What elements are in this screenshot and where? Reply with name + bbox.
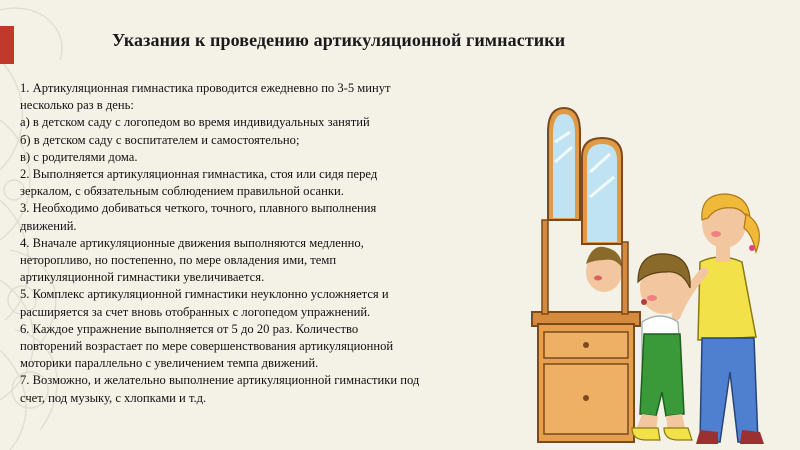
mirror-icon xyxy=(548,108,622,292)
text-line: в) с родителями дома. xyxy=(20,149,138,164)
accent-bar xyxy=(0,26,14,64)
text-line: зеркалом, с обязательным соблюдением правильной осанки. xyxy=(20,184,344,199)
text-line: 4. Вначале артикуляционные движения выполняются медленно, xyxy=(20,235,364,250)
text-line: неторопливо, но постепенно, по мере овладения ими, темп xyxy=(20,253,337,268)
text-line: несколько раз в день: xyxy=(20,98,134,113)
dresser-icon xyxy=(532,220,640,442)
text-line: 3. Необходимо добиваться четкого, точного, плавного выполнения xyxy=(20,201,377,216)
slide-title: Указания к проведению артикуляционной гимнастики xyxy=(112,30,566,50)
text-line: 5. Комплекс артикуляционной гимнастики неуклонно усложняется и xyxy=(20,287,389,302)
woman-icon xyxy=(676,194,764,444)
text-line: 7. Возможно, и желательно выполнение артикуляционной гимнастики под xyxy=(20,373,420,388)
text-line: расширяется за счет вновь отобранных с логопедом упражнений. xyxy=(20,304,371,319)
text-line: 2. Выполняется артикуляционная гимнастика, стоя или сидя перед xyxy=(20,167,378,182)
text-line: движений. xyxy=(20,218,77,233)
text-line: счет, под музыку, с хлопками и т.д. xyxy=(20,390,207,405)
text-line: 6. Каждое упражнение выполняется от 5 до 20 раз. Количество xyxy=(20,321,359,336)
text-line: а) в детском саду с логопедом во время индивидуальных занятий xyxy=(20,115,370,130)
text-line: б) в детском саду с воспитателем и самостоятельно; xyxy=(20,132,300,147)
child-and-woman-at-mirror-illustration xyxy=(520,102,790,447)
text-line: моторики параллельно с увеличением темпа движений. xyxy=(20,356,319,371)
text-line: 1. Артикуляционная гимнастика проводится ежедневно по 3-5 минут xyxy=(20,81,391,95)
text-line: повторений возрастает по мере совершенствования артикуляционной xyxy=(20,339,394,354)
instructions-text xyxy=(20,80,510,407)
text-line: артикуляционной гимнастики увеличивается. xyxy=(20,270,265,285)
child-icon xyxy=(632,254,692,440)
